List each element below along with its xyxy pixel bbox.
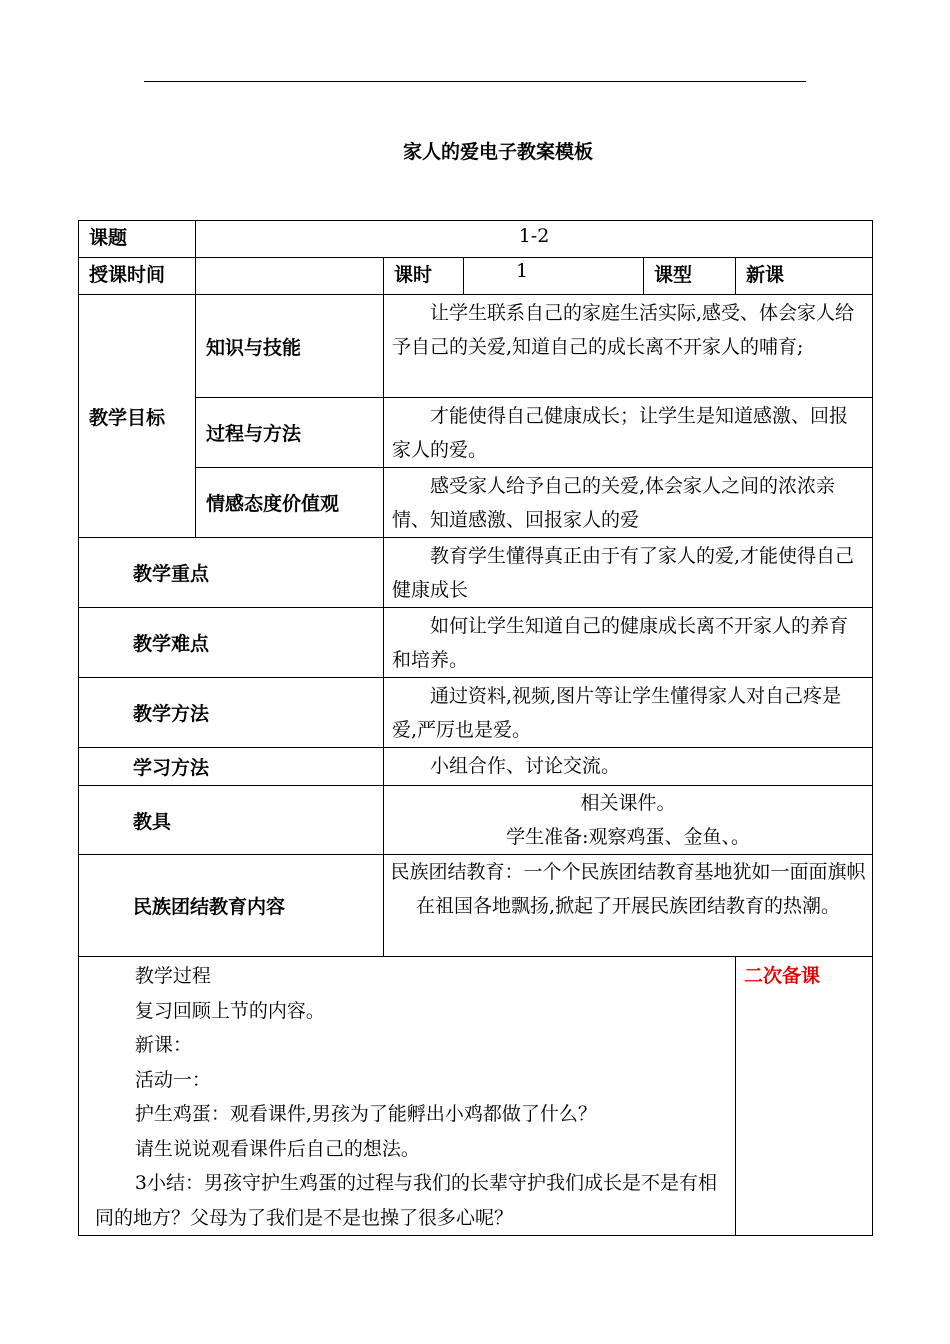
value-type: 新课 <box>736 258 873 295</box>
document-title: 家人的爱电子教案模板 <box>402 141 593 163</box>
tools-line-2: 学生准备:观察鸡蛋、金鱼、。 <box>506 826 750 848</box>
row-tools <box>79 786 873 855</box>
row-difficulty <box>79 608 873 678</box>
value-hours: 1 <box>464 258 644 295</box>
value-process: 才能使得自己健康成长；让学生是知道感激、回报家人的爱。 <box>384 398 873 468</box>
label-objectives: 教学目标 <box>79 295 196 538</box>
row-knowledge <box>79 295 873 398</box>
second-prep-label: 二次备课 <box>736 957 873 1236</box>
row-key <box>79 538 873 608</box>
label-method: 教学方法 <box>79 678 384 748</box>
row-time <box>79 258 873 295</box>
label-tools: 教具 <box>79 786 384 855</box>
teaching-process <box>79 957 736 1236</box>
value-topic: 1-2 <box>196 221 873 258</box>
label-ethnic: 民族团结教育内容 <box>79 855 384 957</box>
header-rule <box>144 81 806 82</box>
label-knowledge: 知识与技能 <box>196 295 384 398</box>
label-process: 过程与方法 <box>196 398 384 468</box>
row-process <box>79 398 873 468</box>
lesson-plan-table <box>78 220 873 1236</box>
label-emotion: 情感态度价值观 <box>196 468 384 538</box>
label-time: 授课时间 <box>79 258 196 295</box>
row-emotion <box>79 468 873 538</box>
tools-line-1: 相关课件。 <box>580 792 676 814</box>
value-method: 通过资料,视频,图片等让学生懂得家人对自己疼是爱,严厉也是爱。 <box>384 678 873 748</box>
value-knowledge: 让学生联系自己的家庭生活实际,感受、体会家人给予自己的关爱,知道自己的成长离不开家人的哺育; <box>384 295 873 398</box>
label-key: 教学重点 <box>79 538 384 608</box>
label-difficulty: 教学难点 <box>79 608 384 678</box>
value-difficulty: 如何让学生知道自己的健康成长离不开家人的养育和培养。 <box>384 608 873 678</box>
process-line: 教学过程 <box>134 965 211 987</box>
value-key: 教育学生懂得真正由于有了家人的爱,才能使得自己健康成长 <box>384 538 873 608</box>
process-line: 复习回顾上节的内容。 <box>134 999 325 1022</box>
value-study: 小组合作、讨论交流。 <box>384 748 873 786</box>
process-line: 活动一： <box>134 1068 211 1091</box>
row-study <box>79 748 873 786</box>
value-ethnic: 民族团结教育：一个个民族团结教育基地犹如一面面旗帜在祖国各地飘扬,掀起了开展民族团结教育的热潮。 <box>384 855 873 957</box>
process-line: 3小结：男孩守护生鸡蛋的过程与我们的长辈守护我们成长是不是有相同的地方？父母为了我们是不是也操了很多心呢？ <box>95 1172 717 1229</box>
value-emotion: 感受家人给予自己的关爱,体会家人之间的浓浓亲情、知道感激、回报家人的爱 <box>384 468 873 538</box>
process-line: 护生鸡蛋：观看课件,男孩为了能孵出小鸡都做了什么？ <box>134 1103 597 1125</box>
row-teaching-process <box>79 957 873 1236</box>
label-hours: 课时 <box>384 258 464 295</box>
row-method <box>79 678 873 748</box>
process-line: 新课： <box>134 1034 192 1056</box>
process-line: 请生说说观看课件后自己的想法。 <box>134 1137 420 1160</box>
row-ethnic <box>79 855 873 957</box>
label-study: 学习方法 <box>79 748 384 786</box>
value-tools <box>384 786 873 855</box>
label-topic: 课题 <box>79 221 196 258</box>
value-time <box>196 258 384 295</box>
row-topic <box>79 221 873 258</box>
label-type: 课型 <box>644 258 736 295</box>
